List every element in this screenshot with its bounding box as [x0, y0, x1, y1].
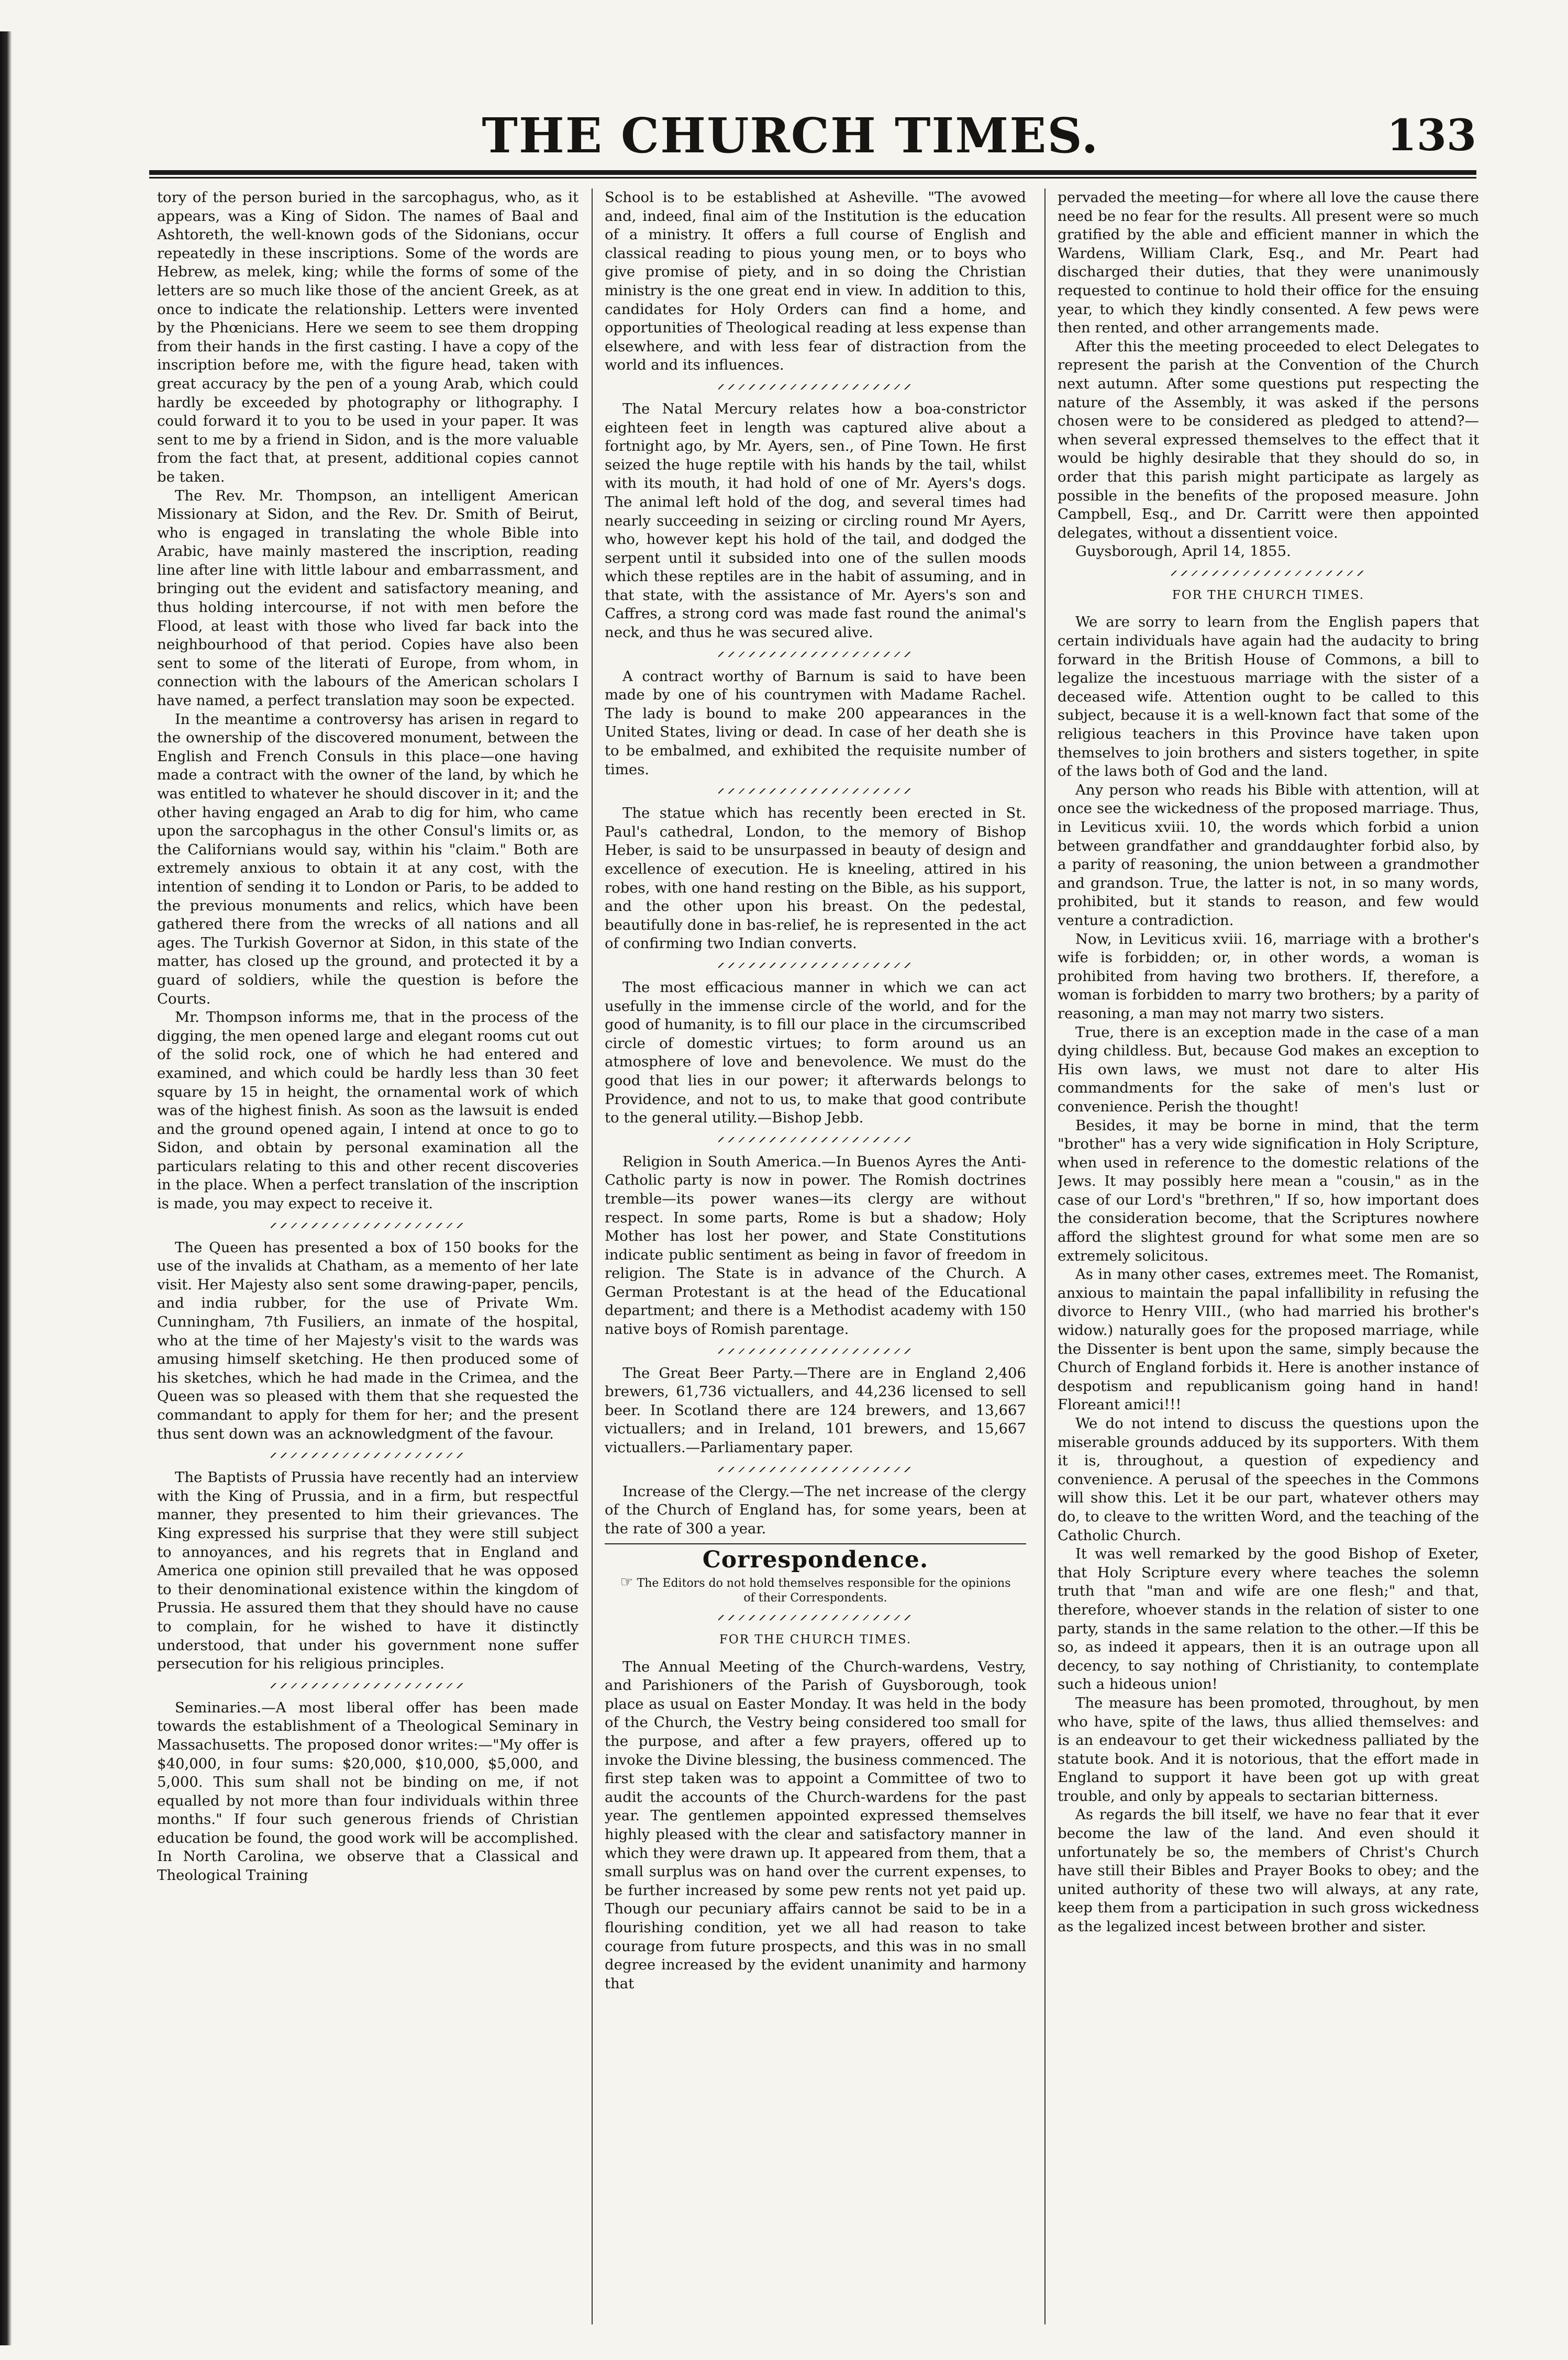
article-paragraph: We do not intend to discuss the questions upon the miserable grounds adduced by its supporters. With them it is, throughout, a question of expediency and convenience. A perusal of the speeches in the Commons will show this. Let it be our part, whatever others may do, to cleave to the written Word, and the teaching of the Catholic Church.: [1058, 1415, 1479, 1544]
article-paragraph: We are sorry to learn from the English papers that certain individuals have again had the audacity to bring forward in the British House of Commons, a bill to legalize the incestuous marriage with the sister of a deceased wife. Attention ought to be called to this subject, because it is a well-known fact that some of the religious teachers in this Province have taken upon themselves to join brothers and sisters together, in spite of the laws both of God and the land.: [1058, 614, 1479, 780]
article-paragraph: The Annual Meeting of the Church-wardens, Vestry, and Parishioners of the Parish of Guysborough, took place as usual on Easter Monday. It was held in the body of the Church, the Vestry being considered too small for the purpose, and after a few prayers, offered up to invoke the Divine blessing, the business commenced. The first step taken was to appoint a Committee of two to audit the accounts of the Church-wardens for the past year. The gentlemen appointed expressed themselves highly pleased with the clear and satisfactory manner in which they were drawn up. It appeared from them, that a small surplus was on hand over the current expenses, to be further increased by some pew rents not yet paid up. Though our pecuniary affairs cannot be said to be in a flourishing condition, yet we all had reason to take courage from future prospects, and this was in no small degree increased by the evident unanimity and harmony that: [605, 1658, 1026, 1992]
section-separator: [718, 963, 912, 968]
section-separator: [718, 384, 912, 389]
article-paragraph: pervaded the meeting—for where all love the cause there need be no fear for the results. All present were so much gratified by the able and efficient manner in which the Wardens, William Clark, Esq., and Mr. Peart had discharged their duties, that they were unanimously requested to continue to hold their office for the ensuing year, to which they kindly consented. A few pews were then rented, and other arrangements made.: [1058, 189, 1479, 337]
article-paragraph: The measure has been promoted, throughout, by men who have, spite of the laws, thus allied themselves: and is an endeavour to get their wickedness palliated by the statute book. And it is notorious, that the effort made in England to support it have been got up with great trouble, and only by appeals to sectarian bitterness.: [1058, 1694, 1479, 1805]
article-paragraph: As in many other cases, extremes meet. The Romanist, anxious to maintain the papal infallibility in refusing the divorce to Henry VIII., (who had married his brother's widow.) naturally goes for the proposed marriage, while the Dissenter is bent upon the same, simply because the Church of England forbids it. Here is another instance of despotism and republicanism going hand in hand! Floreant amici!!!: [1058, 1266, 1479, 1413]
column-3: [1058, 188, 1479, 2324]
section-separator: [718, 1349, 912, 1354]
article-paragraph: True, there is an exception made in the case of a man dying childless. But, because God makes an exception to His own laws, we must not dare to alter His commandments for the sake of men's lust or convenience. Perish the thought!: [1058, 1023, 1479, 1115]
section-separator: [718, 1137, 912, 1142]
column-rule-1: [592, 188, 593, 2324]
article-paragraph: School is to be established at Asheville. "The avowed and, indeed, final aim of the Institution is the education of a ministry. It offers a full course of English and classical reading to pious young men, or to boys who give promise of piety, and in so doing the Christian ministry is the one great end in view. In addition to this, candidates for Holy Orders can find a home, and opportunities of Theological reading at less expense than elsewhere, and with less fear of distraction from the world and its influences.: [605, 189, 1026, 374]
binding-edge: [0, 31, 12, 2345]
page-number: 133: [1386, 110, 1476, 161]
section-rule: [605, 1543, 1026, 1544]
pointing-hand-icon: ☞: [620, 1573, 633, 1590]
article-paragraph: Increase of the Clergy.—The net increase of the clergy of the Church of England has, for some years, been at the rate of 300 a year.: [605, 1483, 1026, 1537]
article-paragraph: Seminaries.—A most liberal offer has been made towards the establishment of a Theological Seminary in Massachusetts. The proposed donor writes:—"My offer is $40,000, in four sums: $20,000, $10,000, $5,000, and 5,000. This sum shall not be binding on me, if not equalled by not more than four individuals within three months." If four such generous friends of Christian education be found, the good work will be accomplished. In North Carolina, we observe that a Classical and Theological Training: [157, 1699, 579, 1884]
byline: FOR THE CHURCH TIMES.: [1172, 588, 1365, 602]
article-paragraph: A contract worthy of Barnum is said to have been made by one of his countrymen with Madame Rachel. The lady is bound to make 200 appearances in the United States, living or dead. In case of her death she is to be embalmed, and exhibited the requisite number of times.: [605, 667, 1026, 778]
article-paragraph: Now, in Leviticus xviii. 16, marriage with a brother's wife is forbidden; or, in other words, a woman is prohibited from having two brothers. If, therefore, a woman is forbidden to marry two brothers; by a parity of reasoning, a man may not marry two sisters.: [1058, 930, 1479, 1022]
newspaper-title: THE CHURCH TIMES.: [482, 107, 1099, 164]
column-2: [605, 188, 1026, 2324]
section-separator: [271, 1223, 464, 1228]
article-paragraph: The Great Beer Party.—There are in England 2,406 brewers, 61,736 victuallers, and 44,236 licensed to sell beer. In Scotland there are 124 brewers, and 13,667 victuallers; and in Ireland, 101 brewers, and 15,667 victuallers.—Parliamentary paper.: [605, 1364, 1026, 1456]
article-paragraph: The Queen has presented a box of 150 books for the use of the invalids at Chatham, as a memento of her late visit. Her Majesty also sent some drawing-paper, pencils, and india rubber, for the use of Private Wm. Cunningham, 7th Fusiliers, an inmate of the hospital, who at the time of her Majesty's visit to the wards was amusing himself sketching. He then produced some of his sketches, which he had made in the Crimea, and the Queen was so pleased with them that she requested the commandant to apply for them for her; and the present thus sent down was an acknowledgment of the favour.: [157, 1239, 579, 1442]
section-separator: [271, 1453, 464, 1458]
masthead-rule-thin: [149, 177, 1476, 179]
dateline: Guysborough, April 14, 1855.: [1075, 543, 1291, 560]
section-separator: [1171, 571, 1365, 576]
masthead-rule: [149, 170, 1476, 175]
article-paragraph: It was well remarked by the good Bishop of Exeter, that Holy Scripture every where teaches the solemn truth that "man and wife are one flesh;" and that, therefore, whoever stands in the relation of sister to one party, stands in the same relation to the other.—If this be so, as indeed it appears, then it is an outrage upon all decency, to say nothing of Christianity, to contemplate such a hideous union!: [1058, 1545, 1479, 1693]
article-paragraph: The statue which has recently been erected in St. Paul's cathedral, London, to the memory of Bishop Heber, is said to be unsurpassed in beauty of design and excellence of execution. He is kneeling, attired in his robes, with one hand resting on the Bible, as his support, and the other upon his breast. On the pedestal, beautifully done in bas-relief, he is represented in the act of confirming two Indian converts.: [605, 805, 1026, 952]
article-paragraph: The Natal Mercury relates how a boa-constrictor eighteen feet in length was captured alive about a fortnight ago, by Mr. Ayers, sen., of Pine Town. He first seized the huge reptile with his hands by the tail, whilst with its mouth, it had hold of one of Mr. Ayers's dogs. The animal left hold of the dog, and several times had nearly succeeding in seizing or circling round Mr Ayers, who, however kept his hold of the tail, and dodged the serpent until it subsided into one of the sullen moods which these reptiles are in the habit of assuming, and in that state, with the assistance of Mr. Ayers's son and Caffres, a strong cord was made fast round the animal's neck, and thus he was secured alive.: [605, 400, 1026, 641]
column-rule-2: [1044, 188, 1046, 2324]
editor-disclaimer: [615, 1575, 1016, 1606]
article-paragraph: In the meantime a controversy has arisen in regard to the ownership of the discovered monument, between the English and French Consuls in this place—one having made a contract with the owner of the land, by which he was entitled to whatever he should discover in it; and the other having engaged an Arab to dig for him, who came upon the sarcophagus in the other Consul's limits or, as the Californians would say, within his "claim." Both are extremely anxious to obtain it at any cost, with the intention of sending it to London or Paris, to be added to the previous monuments and relics, which have been gathered there from the wrecks of all nations and all ages. The Turkish Governor at Sidon, in this state of the matter, has closed up the ground, and protected it by a guard of soldiers, while the question is before the Courts.: [157, 710, 579, 1007]
section-separator: [718, 1467, 912, 1472]
article-paragraph: The Rev. Mr. Thompson, an intelligent American Missionary at Sidon, and the Rev. Dr. Smith of Beirut, who is engaged in translating the whole Bible into Arabic, have mainly mastered the inscription, reading line after line with little labour and embarrassment, and bringing out the evident and satisfactory meaning, and thus holding intercourse, if not with men before the Flood, at least with those who lived far back into the neighbourhood of that period. Copies have also been sent to some of the literati of Europe, from whom, in connection with the labours of the American scholars I have named, a perfect translation may soon be expected.: [157, 487, 579, 709]
article-paragraph: After this the meeting proceeded to elect Delegates to represent the parish at the Convention of the Church next autumn. After some questions put respecting the nature of the Assembly, it was asked if the persons chosen were to be considered as pledged to attend?—when several expressed themselves to the effect that it would be highly desirable that they should do so, in order that this parish might participate as largely as possible in the benefits of the proposed measure. John Campbell, Esq., and Dr. Carritt were then appointed delegates, without a dissentient voice.: [1058, 338, 1479, 541]
section-separator: [718, 652, 912, 657]
article-paragraph: tory of the person buried in the sarcophagus, who, as it appears, was a King of Sidon. The names of Baal and Ashtoreth, the well-known gods of the Sidonians, occur repeatedly in these inscriptions. Some of the words are Hebrew, as melek, king; while the forms of some of the letters are so much like those of the ancient Greek, as at once to indicate the relationship. Letters were invented by the Phœnicians. Here we seem to see them dropping from their hands in the first casting. I have a copy of the inscription before me, with the figure head, taken with great accuracy by the pen of a young Arab, which could hardly be exceeded by photography or lithography. I could forward it to you to be used in your paper. It was sent to me by a friend in Sidon, and is the more valuable from the fact that, at present, additional copies cannot be taken.: [157, 189, 579, 485]
correspondence-heading: Correspondence.: [702, 1546, 929, 1574]
article-paragraph: Any person who reads his Bible with attention, will at once see the wickedness of the proposed marriage. Thus, in Leviticus xviii. 10, the words which forbid a union between grandfather and granddaughter forbid also, by a parity of reasoning, the union between a grandmother and grandson. True, the latter is not, in so many words, prohibited, but it stands to reason, and few would venture a contradiction.: [1058, 781, 1479, 929]
section-separator: [718, 788, 912, 794]
column-1: [157, 188, 579, 2324]
article-paragraph: As regards the bill itself, we have no fear that it ever become the law of the land. And even should it unfortunately be so, the members of Christ's Church have still their Bibles and Prayer Books to obey; and the united authority of these two will always, at any rate, keep them from a participation in such gross wickedness as the legalized incest between brother and sister.: [1058, 1806, 1479, 1935]
byline: FOR THE CHURCH TIMES.: [719, 1633, 912, 1646]
article-paragraph: Religion in South America.—In Buenos Ayres the Anti-Catholic party is now in power. The Romish doctrines tremble—its power wanes—its clergy are without respect. In some parts, Rome is but a shadow; Holy Mother has lost her power, and State Constitutions indicate public sentiment as being in favor of freedom in religion. The State is in advance of the Church. A German Protestant is at the head of the Educational department; and there is a Methodist academy with 150 native boys of Romish parentage.: [605, 1153, 1026, 1338]
article-paragraph: Mr. Thompson informs me, that in the process of the digging, the men opened large and elegant rooms cut out of the solid rock, one of which he had entered and examined, and which could be hardly less than 30 feet square by 15 in height, the ornamental work of which was of the highest finish. As soon as the lawsuit is ended and the ground opened again, I intend at once to go to Sidon, and obtain by personal examination all the particulars relating to this and other recent discoveries in the place. When a perfect translation of the inscription is made, you may expect to receive it.: [157, 1009, 579, 1212]
masthead: [105, 107, 1476, 170]
section-separator: [271, 1683, 464, 1688]
article-paragraph: The most efficacious manner in which we can act usefully in the immense circle of the world, and for the good of humanity, is to fill our place in the circumscribed circle of domestic virtues; to form around us an atmosphere of love and benevolence. We must do the good that lies in our power; it afterwards belongs to Providence, and not to us, to make that good contribute to the general utility.—Bishop Jebb.: [605, 978, 1026, 1127]
section-separator: [718, 1615, 912, 1620]
editor-disclaimer-text: The Editors do not hold themselves responsible for the opinions of their Correspondents.: [637, 1577, 1011, 1605]
article-paragraph: Besides, it may be borne in mind, that the term "brother" has a very wide signification in Holy Scripture, when used in reference to the domestic relations of the Jews. It may possibly here mean a "cousin," as in the case of our Lord's "brethren," If so, how important does the consideration become, that the Scriptures nowhere afford the slightest ground for what some men are so extremely solicitous.: [1058, 1117, 1479, 1264]
article-paragraph: The Baptists of Prussia have recently had an interview with the King of Prussia, and in a firm, but respectful manner, they presented to him their grievances. The King expressed his surprise that they were still subject to annoyances, and his regrets that in England and America one opinion still prevailed that he was opposed to their denominational existence within the kingdom of Prussia. He assured them that they should have no cause to complain, for he wished to have it distinctly understood, that under his government none suffer persecution for his religious principles.: [157, 1469, 579, 1673]
